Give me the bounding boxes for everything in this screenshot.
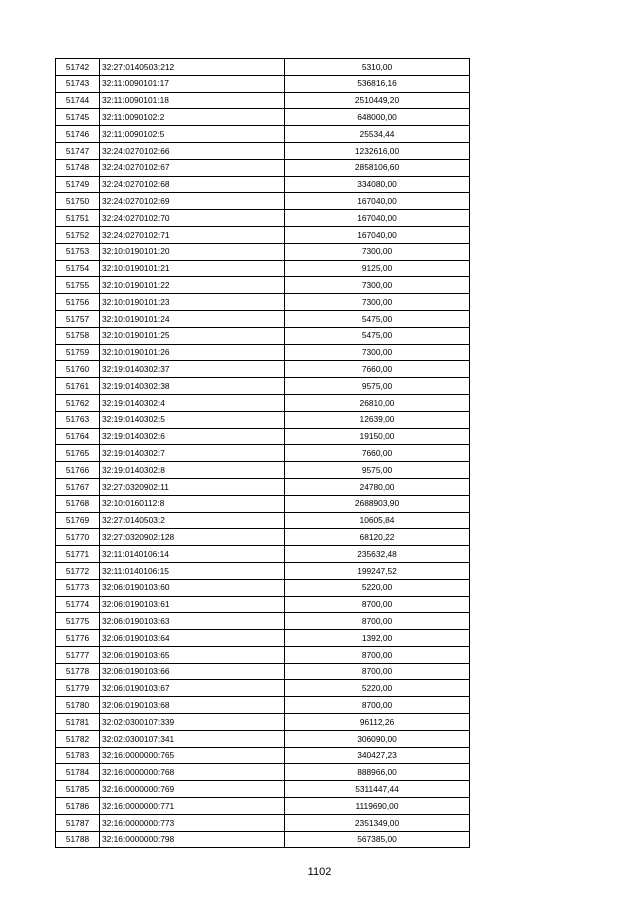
table-row xyxy=(56,378,470,395)
row-number: 51788 xyxy=(56,831,100,848)
cadastral-number: 32:24:0270102:70 xyxy=(100,210,285,227)
value-cell: 5475,00 xyxy=(285,310,470,327)
cadastral-number: 32:10:0190101:25 xyxy=(100,327,285,344)
row-number: 51767 xyxy=(56,478,100,495)
value-cell: 2858106,60 xyxy=(285,159,470,176)
cadastral-number: 32:27:0140503:2 xyxy=(100,512,285,529)
table-row xyxy=(56,613,470,630)
value-cell: 8700,00 xyxy=(285,613,470,630)
cadastral-number: 32:16:0000000:798 xyxy=(100,831,285,848)
value-cell: 8700,00 xyxy=(285,646,470,663)
value-cell: 5311447,44 xyxy=(285,781,470,798)
row-number: 51786 xyxy=(56,798,100,815)
row-number: 51762 xyxy=(56,394,100,411)
page-number: 1102 xyxy=(307,866,332,878)
row-number: 51759 xyxy=(56,344,100,361)
table-row xyxy=(56,562,470,579)
row-number: 51745 xyxy=(56,109,100,126)
cadastral-number: 32:10:0190101:21 xyxy=(100,260,285,277)
value-cell: 235632,48 xyxy=(285,546,470,563)
value-cell: 7300,00 xyxy=(285,344,470,361)
value-cell: 167040,00 xyxy=(285,210,470,227)
cadastral-number: 32:24:0270102:68 xyxy=(100,176,285,193)
table-row xyxy=(56,680,470,697)
table-row xyxy=(56,814,470,831)
row-number: 51769 xyxy=(56,512,100,529)
value-cell: 9575,00 xyxy=(285,462,470,479)
cadastral-number: 32:11:0140106:14 xyxy=(100,546,285,563)
cadastral-number: 32:06:0190103:68 xyxy=(100,697,285,714)
value-cell: 167040,00 xyxy=(285,226,470,243)
row-number: 51764 xyxy=(56,428,100,445)
cadastral-number: 32:11:0090102:5 xyxy=(100,126,285,143)
cadastral-number: 32:02:0300107:341 xyxy=(100,730,285,747)
table-row xyxy=(56,697,470,714)
value-cell: 7300,00 xyxy=(285,294,470,311)
cadastral-number: 32:24:0270102:69 xyxy=(100,193,285,210)
cadastral-number: 32:19:0140302:6 xyxy=(100,428,285,445)
table-row xyxy=(56,596,470,613)
cadastral-number: 32:11:0090101:17 xyxy=(100,75,285,92)
table-row xyxy=(56,176,470,193)
value-cell: 7300,00 xyxy=(285,243,470,260)
row-number: 51771 xyxy=(56,546,100,563)
table-row xyxy=(56,126,470,143)
cadastral-number: 32:16:0000000:768 xyxy=(100,764,285,781)
cadastral-number: 32:27:0320902:11 xyxy=(100,478,285,495)
value-cell: 26810,00 xyxy=(285,394,470,411)
row-number: 51768 xyxy=(56,495,100,512)
value-cell: 2351349,00 xyxy=(285,814,470,831)
value-cell: 5220,00 xyxy=(285,579,470,596)
value-cell: 8700,00 xyxy=(285,663,470,680)
row-number: 51780 xyxy=(56,697,100,714)
table-row xyxy=(56,344,470,361)
value-cell: 10605,84 xyxy=(285,512,470,529)
table-row xyxy=(56,495,470,512)
table-row xyxy=(56,462,470,479)
table-row xyxy=(56,831,470,848)
value-cell: 5310,00 xyxy=(285,59,470,76)
table-row xyxy=(56,781,470,798)
row-number: 51750 xyxy=(56,193,100,210)
row-number: 51770 xyxy=(56,529,100,546)
table-row xyxy=(56,730,470,747)
row-number: 51779 xyxy=(56,680,100,697)
value-cell: 9125,00 xyxy=(285,260,470,277)
value-cell: 199247,52 xyxy=(285,562,470,579)
table-row xyxy=(56,109,470,126)
row-number: 51784 xyxy=(56,764,100,781)
row-number: 51743 xyxy=(56,75,100,92)
table-row xyxy=(56,75,470,92)
table-row xyxy=(56,327,470,344)
row-number: 51747 xyxy=(56,142,100,159)
row-number: 51753 xyxy=(56,243,100,260)
row-number: 51760 xyxy=(56,361,100,378)
table-row xyxy=(56,630,470,647)
value-cell: 1119690,00 xyxy=(285,798,470,815)
table-row xyxy=(56,310,470,327)
table-row xyxy=(56,226,470,243)
row-number: 51787 xyxy=(56,814,100,831)
cadastral-number: 32:24:0270102:66 xyxy=(100,142,285,159)
table-body xyxy=(56,59,470,848)
table-row xyxy=(56,210,470,227)
value-cell: 5475,00 xyxy=(285,327,470,344)
table-row xyxy=(56,579,470,596)
value-cell: 1232616,00 xyxy=(285,142,470,159)
table-row xyxy=(56,294,470,311)
table-row xyxy=(56,747,470,764)
row-number: 51766 xyxy=(56,462,100,479)
table-row xyxy=(56,798,470,815)
cadastral-number: 32:06:0190103:63 xyxy=(100,613,285,630)
cadastral-number: 32:06:0190103:61 xyxy=(100,596,285,613)
row-number: 51781 xyxy=(56,714,100,731)
row-number: 51765 xyxy=(56,445,100,462)
value-cell: 8700,00 xyxy=(285,596,470,613)
value-cell: 167040,00 xyxy=(285,193,470,210)
row-number: 51755 xyxy=(56,277,100,294)
table-row xyxy=(56,277,470,294)
row-number: 51756 xyxy=(56,294,100,311)
row-number: 51749 xyxy=(56,176,100,193)
cadastral-number: 32:16:0000000:773 xyxy=(100,814,285,831)
cadastral-number: 32:10:0190101:24 xyxy=(100,310,285,327)
value-cell: 648000,00 xyxy=(285,109,470,126)
cadastral-number: 32:11:0140106:15 xyxy=(100,562,285,579)
table-row xyxy=(56,445,470,462)
value-cell: 1392,00 xyxy=(285,630,470,647)
table-row xyxy=(56,529,470,546)
cadastral-number: 32:10:0190101:23 xyxy=(100,294,285,311)
cadastral-number: 32:10:0190101:26 xyxy=(100,344,285,361)
value-cell: 567385,00 xyxy=(285,831,470,848)
cadastral-number: 32:27:0140503:212 xyxy=(100,59,285,76)
cadastral-number: 32:19:0140302:37 xyxy=(100,361,285,378)
cadastral-number: 32:24:0270102:71 xyxy=(100,226,285,243)
table-row xyxy=(56,764,470,781)
cadastral-number: 32:06:0190103:64 xyxy=(100,630,285,647)
row-number: 51778 xyxy=(56,663,100,680)
table-row xyxy=(56,260,470,277)
cadastral-number: 32:10:0160112:8 xyxy=(100,495,285,512)
cadastral-number: 32:06:0190103:67 xyxy=(100,680,285,697)
cadastral-number: 32:24:0270102:67 xyxy=(100,159,285,176)
cadastral-number: 32:10:0190101:20 xyxy=(100,243,285,260)
table-row xyxy=(56,159,470,176)
value-cell: 2688903,90 xyxy=(285,495,470,512)
value-cell: 2510449,20 xyxy=(285,92,470,109)
row-number: 51775 xyxy=(56,613,100,630)
table-row xyxy=(56,142,470,159)
row-number: 51774 xyxy=(56,596,100,613)
table-row xyxy=(56,361,470,378)
value-cell: 334080,00 xyxy=(285,176,470,193)
row-number: 51757 xyxy=(56,310,100,327)
table-row xyxy=(56,243,470,260)
row-number: 51777 xyxy=(56,646,100,663)
value-cell: 24780,00 xyxy=(285,478,470,495)
row-number: 51783 xyxy=(56,747,100,764)
cadastral-number: 32:06:0190103:65 xyxy=(100,646,285,663)
cadastral-number: 32:27:0320902:128 xyxy=(100,529,285,546)
row-number: 51752 xyxy=(56,226,100,243)
table-row xyxy=(56,714,470,731)
value-cell: 7660,00 xyxy=(285,445,470,462)
value-cell: 536816,16 xyxy=(285,75,470,92)
cadastral-number: 32:16:0000000:765 xyxy=(100,747,285,764)
value-cell: 7660,00 xyxy=(285,361,470,378)
cadastral-number: 32:11:0090102:2 xyxy=(100,109,285,126)
value-cell: 96112,26 xyxy=(285,714,470,731)
cadastral-number: 32:19:0140302:5 xyxy=(100,411,285,428)
cadastral-number: 32:02:0300107:339 xyxy=(100,714,285,731)
cadastral-number: 32:16:0000000:769 xyxy=(100,781,285,798)
value-cell: 19150,00 xyxy=(285,428,470,445)
table-row xyxy=(56,646,470,663)
table-row xyxy=(56,512,470,529)
row-number: 51772 xyxy=(56,562,100,579)
table-row xyxy=(56,394,470,411)
value-cell: 888966,00 xyxy=(285,764,470,781)
row-number: 51782 xyxy=(56,730,100,747)
row-number: 51763 xyxy=(56,411,100,428)
table-row xyxy=(56,411,470,428)
table-row xyxy=(56,193,470,210)
value-cell: 8700,00 xyxy=(285,697,470,714)
cadastral-number: 32:19:0140302:38 xyxy=(100,378,285,395)
row-number: 51742 xyxy=(56,59,100,76)
value-cell: 340427,23 xyxy=(285,747,470,764)
row-number: 51748 xyxy=(56,159,100,176)
cadastral-number: 32:19:0140302:7 xyxy=(100,445,285,462)
table-row xyxy=(56,478,470,495)
cadastral-number: 32:16:0000000:771 xyxy=(100,798,285,815)
value-cell: 9575,00 xyxy=(285,378,470,395)
cadastral-number: 32:06:0190103:66 xyxy=(100,663,285,680)
row-number: 51773 xyxy=(56,579,100,596)
table-row xyxy=(56,663,470,680)
row-number: 51754 xyxy=(56,260,100,277)
row-number: 51746 xyxy=(56,126,100,143)
value-cell: 12639,00 xyxy=(285,411,470,428)
row-number: 51751 xyxy=(56,210,100,227)
value-cell: 25534,44 xyxy=(285,126,470,143)
value-cell: 68120,22 xyxy=(285,529,470,546)
cadastral-number: 32:06:0190103:60 xyxy=(100,579,285,596)
cadastral-number: 32:10:0190101:22 xyxy=(100,277,285,294)
value-cell: 306090,00 xyxy=(285,730,470,747)
data-table xyxy=(55,58,470,848)
cadastral-number: 32:19:0140302:4 xyxy=(100,394,285,411)
table-row xyxy=(56,546,470,563)
table-row xyxy=(56,92,470,109)
row-number: 51744 xyxy=(56,92,100,109)
row-number: 51758 xyxy=(56,327,100,344)
row-number: 51776 xyxy=(56,630,100,647)
table-row xyxy=(56,59,470,76)
row-number: 51761 xyxy=(56,378,100,395)
value-cell: 7300,00 xyxy=(285,277,470,294)
value-cell: 5220,00 xyxy=(285,680,470,697)
cadastral-number: 32:11:0090101:18 xyxy=(100,92,285,109)
row-number: 51785 xyxy=(56,781,100,798)
cadastral-number: 32:19:0140302:8 xyxy=(100,462,285,479)
table-row xyxy=(56,428,470,445)
